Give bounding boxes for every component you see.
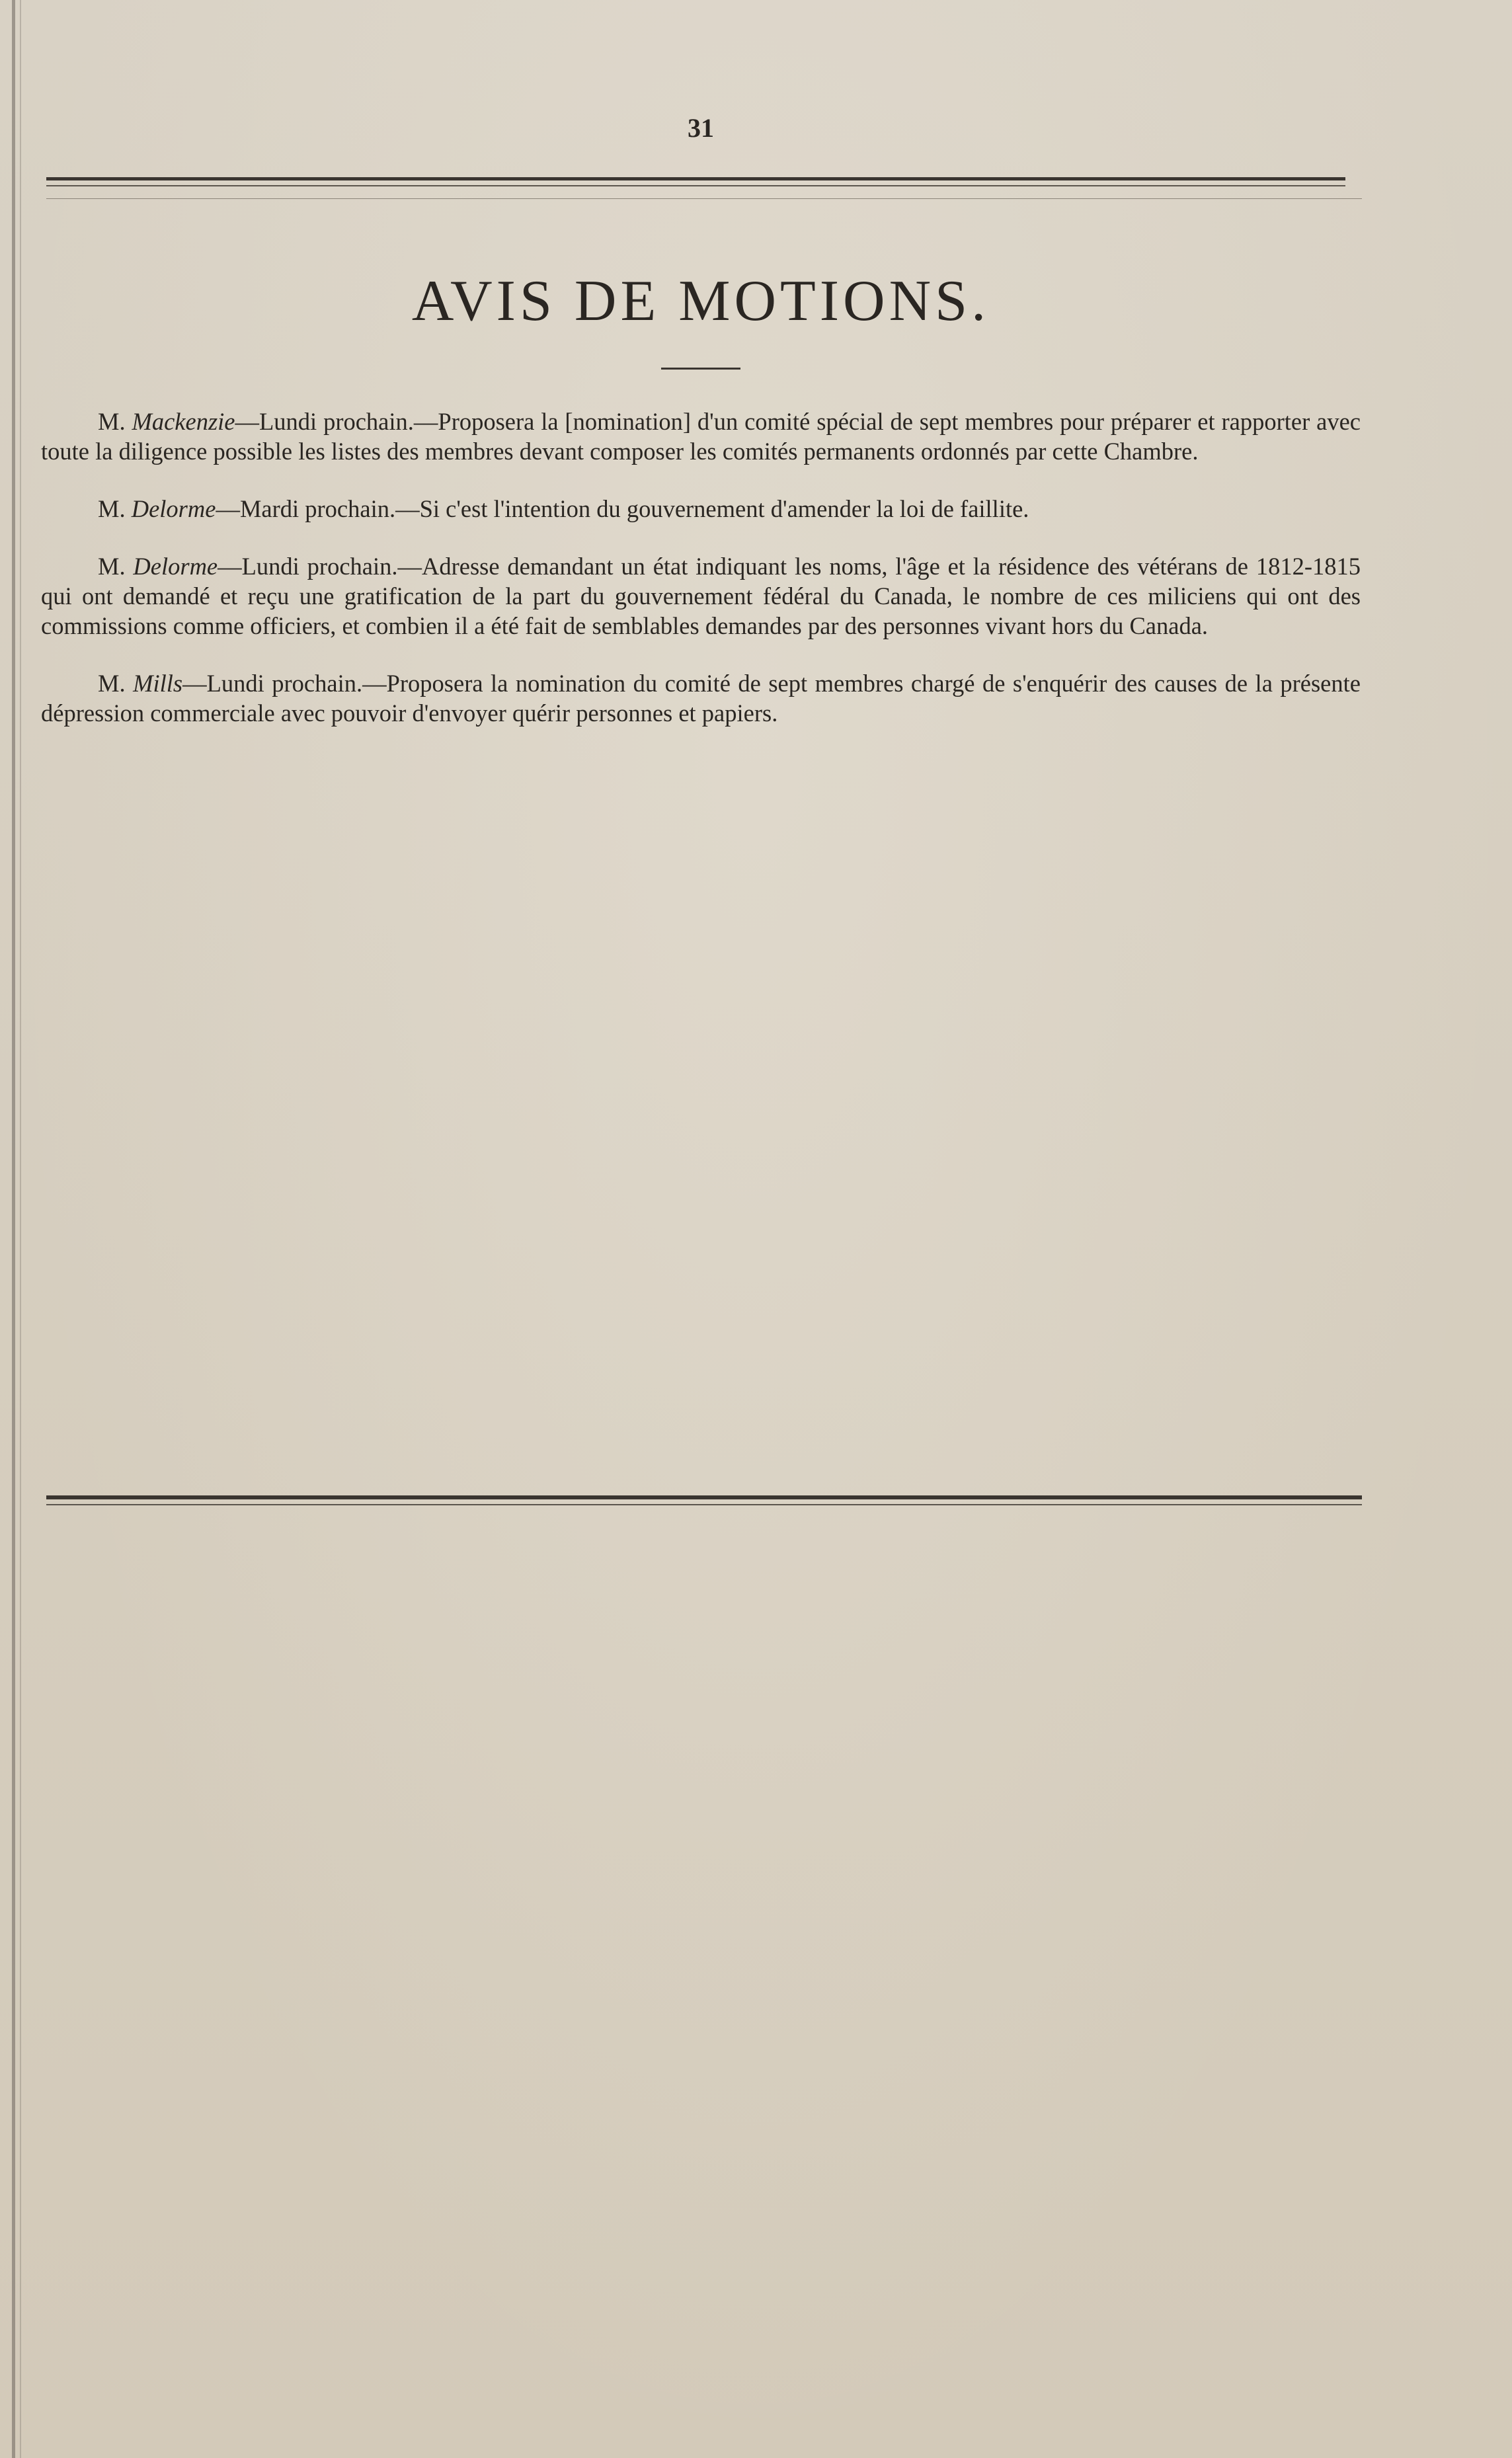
page-title: AVIS DE MOTIONS. [411, 269, 990, 333]
header-rule-thin [46, 185, 1345, 186]
motion-text: —Lundi prochain.—Proposera la nomination du comité de sept membres chargé de s'enquérir des causes de la présente dépression commerciale avec pouvoir d'envoyer quérir personnes et papiers. [41, 670, 1361, 727]
motion-item [41, 494, 1361, 524]
motion-item [41, 407, 1361, 466]
footer-rule-thin [46, 1504, 1362, 1505]
motion-text: —Mardi prochain.—Si c'est l'intention du gouvernement d'amender la loi de faillite. [216, 495, 1029, 522]
header-rule [46, 177, 1345, 180]
motion-text: —Lundi prochain.—Adresse demandant un état indiquant les noms, l'âge et la résidence des vétérans de 1812-1815 qui ont demandé et reçu une gratification de la part du gouvernement fédéral du Canada, le nombre de ces miliciens qui ont des commissions comme officiers, et combien il a été fait de semblables demandes par des personnes vivant hors du Canada. [41, 553, 1361, 639]
member-prefix: M. [98, 670, 134, 697]
header-rule-faint [46, 198, 1362, 199]
member-prefix: M. [98, 553, 134, 580]
footer-rule [46, 1495, 1362, 1499]
motion-text: —Lundi prochain.—Proposera la [nomination] d'un comité spécial de sept membres pour préparer et rapporter avec toute la diligence possible les listes des membres devant composer les comités permanents ordonnés par cette Chambre. [41, 408, 1361, 465]
binding-edge [12, 0, 15, 2458]
motion-item [41, 551, 1361, 641]
member-name: Mackenzie [132, 408, 235, 435]
member-prefix: M. [98, 495, 132, 522]
member-name: Delorme [133, 553, 218, 580]
member-name: Delorme [131, 495, 216, 522]
member-prefix: M. [98, 408, 132, 435]
motion-item [41, 668, 1361, 728]
binding-edge-shadow [20, 0, 21, 2458]
title-rule [661, 368, 740, 370]
motions-list [41, 407, 1361, 756]
page-number: 31 [688, 113, 714, 143]
member-name: Mills [133, 670, 183, 697]
